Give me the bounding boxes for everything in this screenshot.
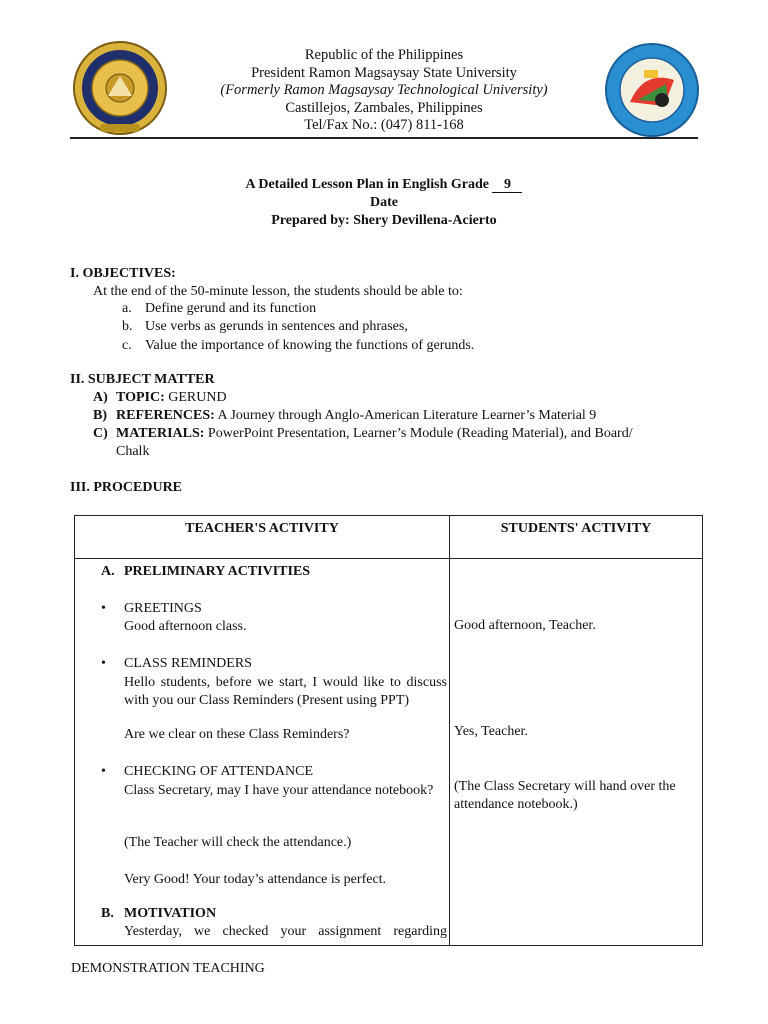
objective-marker: b.: [122, 319, 133, 334]
procedure-table-row: [75, 559, 703, 946]
materials-label: MATERIALS:: [116, 426, 205, 441]
greetings-text: Good afternoon class.: [124, 619, 247, 634]
college-of-education-logo: [604, 42, 700, 138]
motivation-text: Yesterday, we checked your assignment regarding: [124, 924, 447, 939]
objective-text: Define gerund and its function: [145, 301, 317, 316]
header-republic: Republic of the Philippines: [304, 47, 464, 63]
teacher-activity-header-label: TEACHER'S ACTIVITY: [185, 521, 339, 536]
greetings-label: GREETINGS: [124, 601, 202, 616]
header-university: President Ramon Magsaysay State University: [251, 64, 517, 81]
students-activity-header-label: STUDENTS' ACTIVITY: [500, 521, 652, 536]
lesson-plan-title: [0, 176, 768, 230]
procedure-heading: III. PROCEDURE: [70, 480, 183, 495]
header-address: Castillejos, Zambales, Philippines: [285, 99, 483, 116]
attendance-text: Class Secretary, may I have your attendance notebook?: [124, 783, 434, 798]
prepared-by: Prepared by: Shery Devillena-Acierto: [271, 213, 497, 228]
motivation-heading: MOTIVATION: [124, 906, 217, 921]
teacher-activity-header: [75, 516, 450, 559]
objective-text: Use verbs as gerunds in sentences and phrases,: [145, 319, 408, 334]
reminders-text: Hello students, before we start, I would like to discuss with you our Class Reminders (Present using PPT): [124, 675, 447, 708]
objective-text: Value the importance of knowing the functions of gerunds.: [145, 338, 475, 353]
subject-marker: A): [93, 390, 108, 405]
materials-value: PowerPoint Presentation, Learner’s Module (Reading Material), and Board/: [207, 426, 633, 441]
footer-label: DEMONSTRATION TEACHING: [71, 961, 265, 976]
prelim-marker: A.: [101, 564, 115, 579]
reminders-label: CLASS REMINDERS: [124, 656, 252, 671]
students-activity-cell: [450, 559, 703, 946]
references-label: REFERENCES:: [116, 408, 215, 423]
plan-label: A Detailed Lesson Plan in English Grade: [245, 177, 489, 192]
objective-item: [122, 301, 132, 317]
header-formerly: (Formerly Ramon Magsaysay Technological University): [220, 82, 548, 99]
bullet-icon: •: [101, 764, 106, 779]
objectives-intro: At the end of the 50-minute lesson, the students should be able to:: [93, 284, 463, 299]
header-telfax: Tel/Fax No.: (047) 811-168: [304, 117, 464, 134]
motivation-marker: B.: [101, 906, 114, 921]
reminders-question: Are we clear on these Class Reminders?: [124, 727, 350, 742]
subject-topic: [116, 390, 227, 406]
objective-marker: c.: [122, 338, 132, 353]
topic-value: GERUND: [168, 390, 227, 405]
procedure-table: [74, 515, 703, 946]
institution-header: [170, 47, 598, 135]
attendance-check: (The Teacher will check the attendance.): [124, 835, 352, 850]
objectives-heading: I. OBJECTIVES:: [70, 266, 176, 281]
date-label: Date: [370, 195, 398, 210]
college-of-education-logo-text: [604, 42, 700, 43]
attendance-praise: Very Good! Your today’s attendance is perfect.: [124, 872, 387, 887]
subject-marker: C): [93, 426, 108, 441]
university-seal-logo: [70, 40, 170, 136]
objective-item: [122, 319, 133, 335]
header-divider: [70, 137, 698, 139]
plan-title-line: [0, 176, 768, 194]
topic-label: TOPIC:: [116, 390, 165, 405]
subject-materials: [116, 426, 633, 442]
prelim-heading: PRELIMINARY ACTIVITIES: [124, 564, 311, 579]
objective-item: [122, 338, 132, 354]
grade-number: 9: [503, 177, 511, 192]
bullet-icon: •: [101, 601, 106, 616]
greetings-reply: Good afternoon, Teacher.: [454, 618, 596, 633]
bullet-icon: •: [101, 656, 106, 671]
students-activity-header: [450, 516, 703, 559]
materials-value-continued: Chalk: [116, 444, 150, 459]
attendance-reply: (The Class Secretary will hand over the attendance notebook.): [454, 779, 676, 812]
subject-marker: B): [93, 408, 107, 423]
objective-marker: a.: [122, 301, 132, 316]
procedure-table-header: [75, 516, 703, 559]
teacher-activity-cell: [75, 559, 450, 946]
subject-matter-heading: II. SUBJECT MATTER: [70, 372, 215, 387]
attendance-label: CHECKING OF ATTENDANCE: [124, 764, 313, 779]
references-value: A Journey through Anglo-American Literature Learner’s Material 9: [217, 408, 597, 423]
subject-references: [116, 408, 596, 424]
reminders-reply: Yes, Teacher.: [454, 724, 528, 739]
grade-value: [492, 177, 522, 193]
